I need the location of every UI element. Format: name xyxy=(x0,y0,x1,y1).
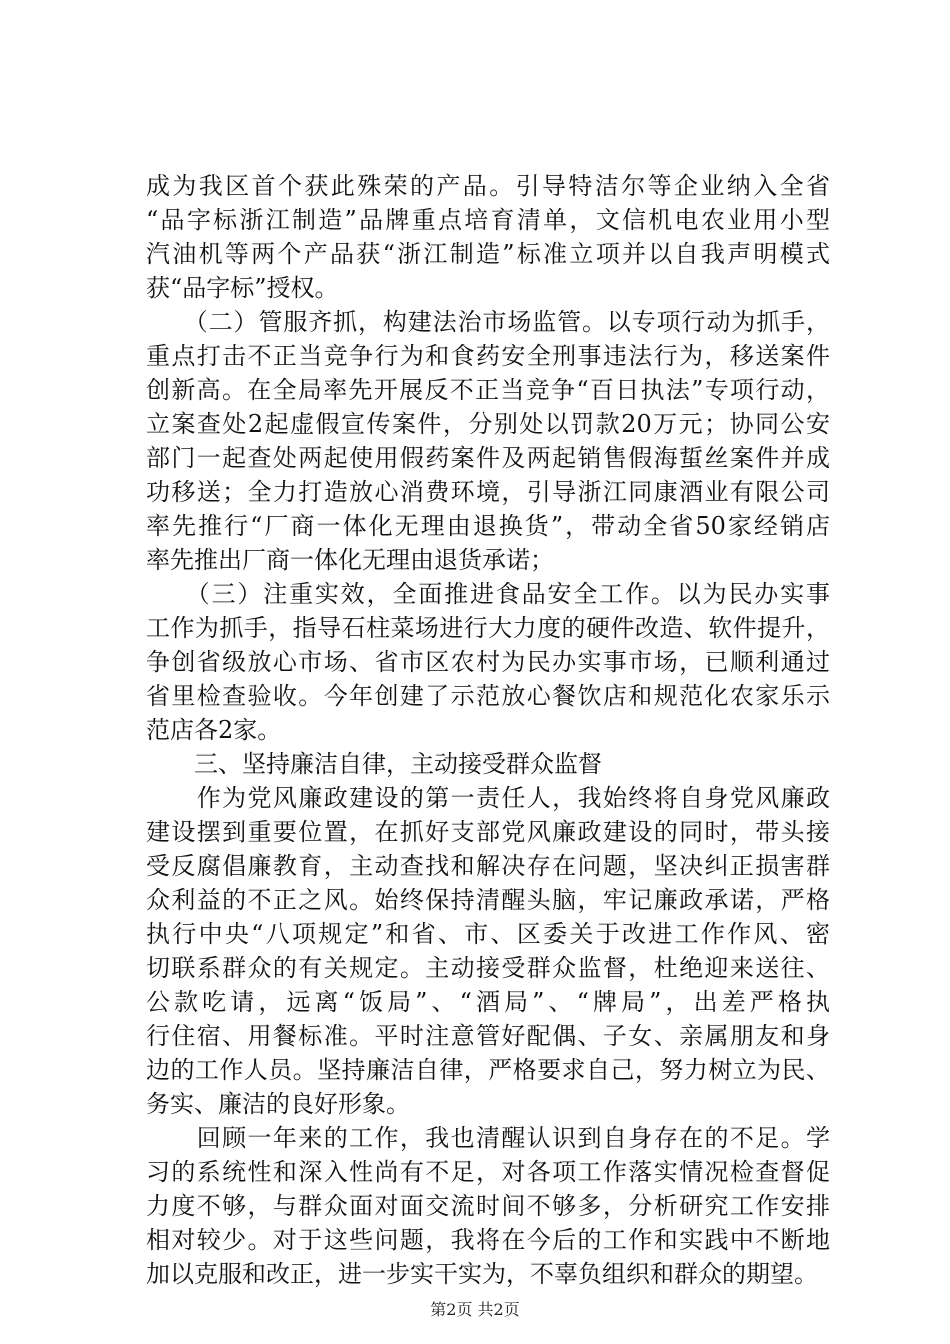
text-line: 公款吃请，远离“饭局”、“酒局”、“牌局”，出差严格执 xyxy=(146,988,830,1016)
text-line: 率先推行“厂商一体化无理由退换货”，带动全省50家经销店 xyxy=(146,512,830,540)
text-line: 相对较少。对于这些问题，我将在今后的工作和实践中不断地 xyxy=(146,1226,830,1254)
text-line: 创新高。在全局率先开展反不正当竞争“百日执法”专项行动， xyxy=(146,376,830,404)
text-line: 部门一起查处两起使用假药案件及两起销售假海蜇丝案件并成 xyxy=(146,444,830,472)
paragraph xyxy=(146,305,830,577)
text-line: 加以克服和改正，进一步实干实为，不辜负组织和群众的期望。 xyxy=(146,1260,818,1288)
text-line: 重点打击不正当竞争行为和食药安全刑事违法行为，移送案件 xyxy=(146,342,830,370)
text-line: 率先推出厂商一体化无理由退货承诺； xyxy=(146,546,554,574)
text-line: 行住宿、用餐标准。平时注意管好配偶、子女、亲属朋友和身 xyxy=(146,1022,830,1050)
text-line: 争创省级放心市场、省市区农村为民办实事市场，已顺利通过 xyxy=(146,648,830,676)
text-line: 三、坚持廉洁自律，主动接受群众监督 xyxy=(146,750,602,778)
paragraph xyxy=(146,1121,830,1291)
text-line: 切联系群众的有关规定。主动接受群众监督，杜绝迎来送往、 xyxy=(146,954,830,982)
section-heading xyxy=(146,747,830,781)
text-line: 成为我区首个获此殊荣的产品。引导特洁尔等企业纳入全省 xyxy=(146,172,830,200)
text-line: 执行中央“八项规定”和省、市、区委关于改进工作作风、密 xyxy=(146,920,830,948)
text-line: （三）注重实效，全面推进食品安全工作。以为民办实事 xyxy=(146,580,830,608)
document-body xyxy=(146,169,830,1291)
text-line: 省里检查验收。今年创建了示范放心餐饮店和规范化农家乐示 xyxy=(146,682,830,710)
text-line: 边的工作人员。坚持廉洁自律，严格要求自己，努力树立为民、 xyxy=(146,1056,830,1084)
text-line: 习的系统性和深入性尚有不足，对各项工作落实情况检查督促 xyxy=(146,1158,830,1186)
text-line: 建设摆到重要位置，在抓好支部党风廉政建设的同时，带头接 xyxy=(146,818,830,846)
text-line: （二）管服齐抓，构建法治市场监管。以专项行动为抓手， xyxy=(146,308,830,336)
text-line: 作为党风廉政建设的第一责任人，我始终将自身党风廉政 xyxy=(146,784,830,812)
text-line: 回顾一年来的工作，我也清醒认识到自身存在的不足。学 xyxy=(146,1124,830,1152)
text-line: 众利益的不正之风。始终保持清醒头脑，牢记廉政承诺，严格 xyxy=(146,886,830,914)
text-line: 范店各2家。 xyxy=(146,716,282,744)
paragraph xyxy=(146,577,830,747)
paragraph xyxy=(146,781,830,1121)
text-line: 工作为抓手，指导石柱菜场进行大力度的硬件改造、软件提升， xyxy=(146,614,830,642)
text-line: 力度不够，与群众面对面交流时间不够多，分析研究工作安排 xyxy=(146,1192,830,1220)
text-line: 汽油机等两个产品获“浙江制造”标准立项并以自我声明模式 xyxy=(146,240,830,268)
text-line: 立案查处2起虚假宣传案件，分别处以罚款20万元；协同公安 xyxy=(146,410,830,438)
text-line: “品字标浙江制造”品牌重点培育清单，文信机电农业用小型 xyxy=(146,206,830,234)
text-line: 获“品字标”授权。 xyxy=(146,274,339,302)
paragraph xyxy=(146,169,830,305)
text-line: 务实、廉洁的良好形象。 xyxy=(146,1090,410,1118)
text-line: 功移送；全力打造放心消费环境，引导浙江同康酒业有限公司 xyxy=(146,478,830,506)
text-line: 受反腐倡廉教育，主动查找和解决存在问题，坚决纠正损害群 xyxy=(146,852,830,880)
page-number-footer: 第2页 共2页 xyxy=(430,1300,520,1319)
